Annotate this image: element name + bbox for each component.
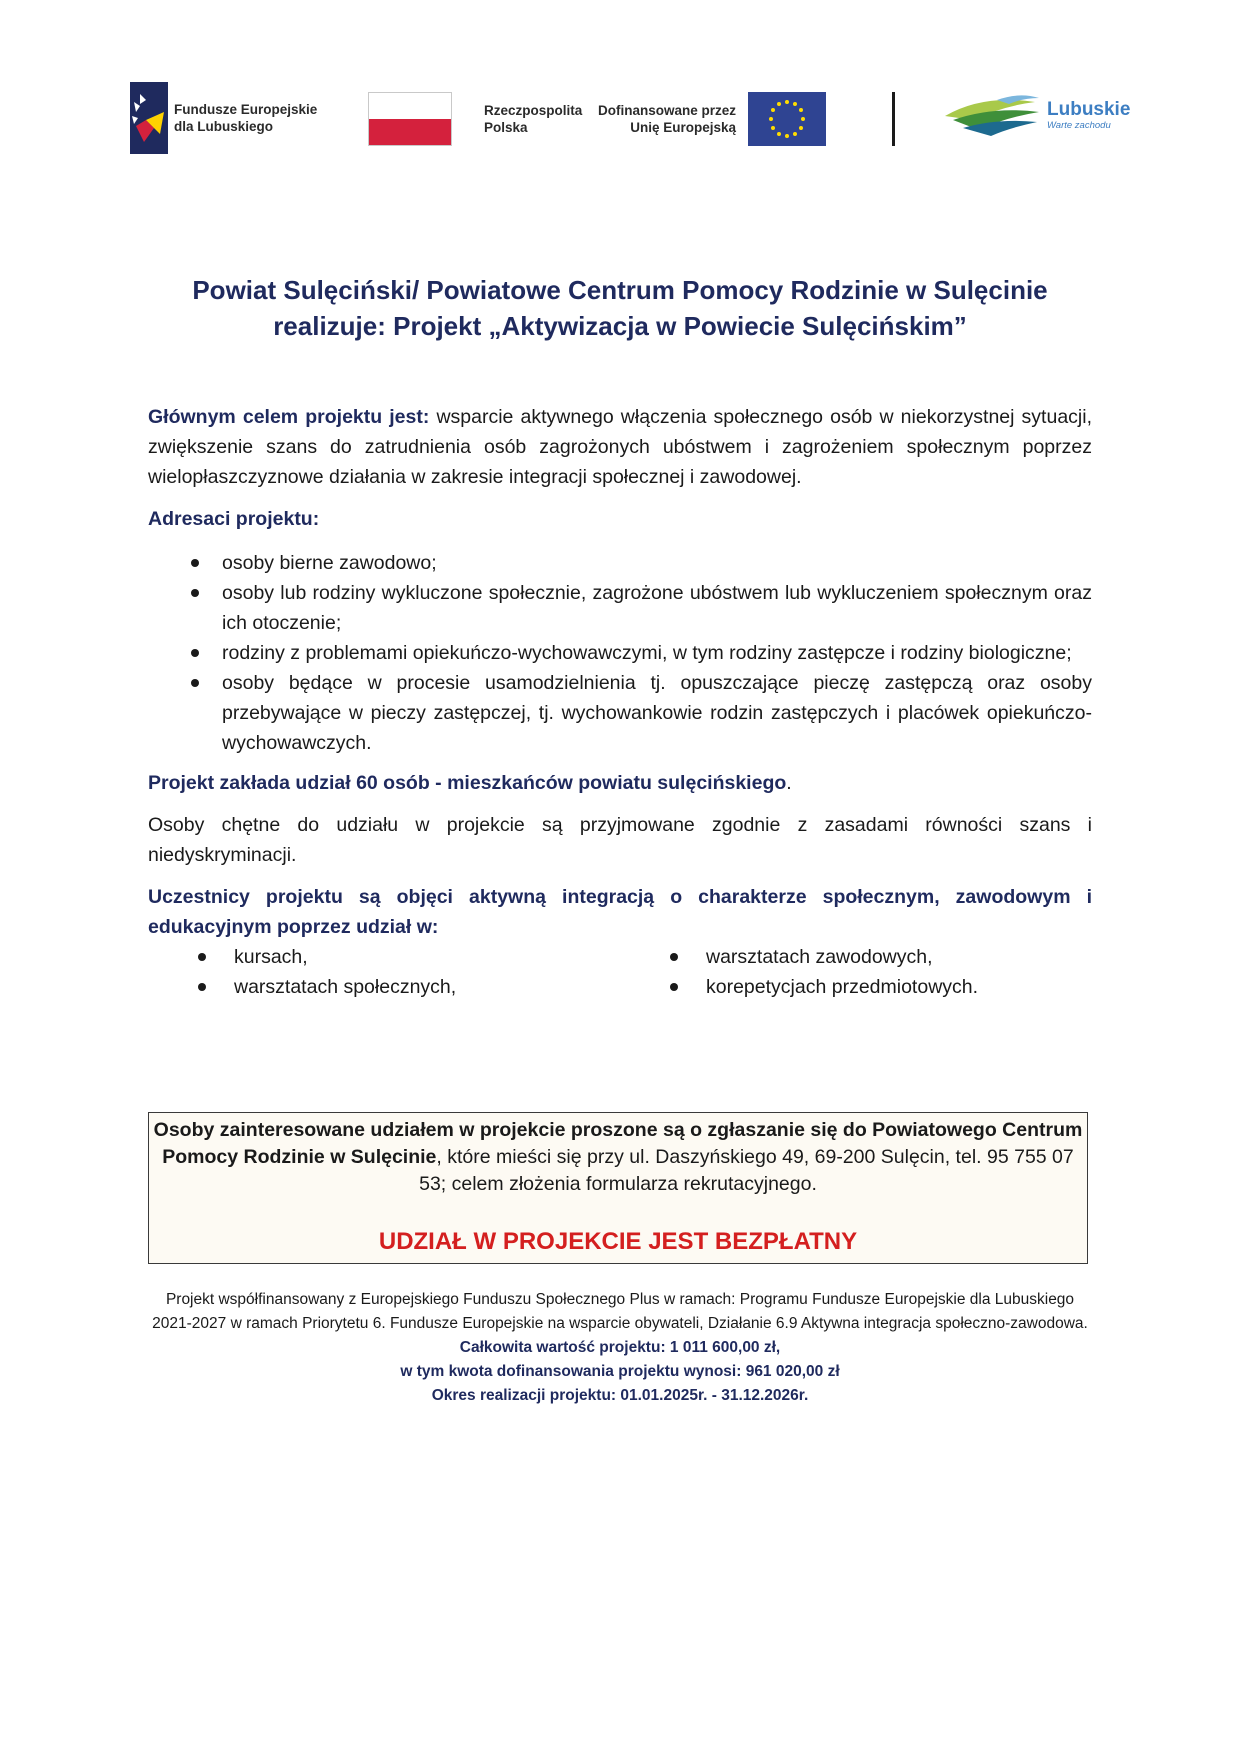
pl-logo — [368, 92, 582, 146]
list-item: warsztatach społecznych, — [148, 972, 620, 1002]
eu-logo — [598, 92, 826, 146]
lubuskie-tagline: Warte zachodu — [1047, 119, 1111, 131]
pl-logo-line2: Polska — [484, 120, 528, 135]
forms-list-left — [148, 942, 620, 1002]
logo-separator — [892, 92, 895, 146]
goal-text: wsparcie aktywnego włączenia społecznego osób w niekorzystnej sytuacji, zwiększenie szans do zatrudnienia osób zagrożonych ubóstwem i zagrożeniem społecznym poprzez wielopłaszczyznowe działania w zakresie integracji społecznej i zawodowej. — [148, 406, 1092, 488]
forms-list-right — [620, 942, 1092, 1002]
list-item: osoby będące w procesie usamodzielnienia tj. opuszczające pieczę zastępczą oraz osoby przebywające w pieczy zastępczej, tj. wychowankowie rodzin zastępczych i placówek opiekuńczo-wychowawczych. — [148, 668, 1092, 758]
cofinancing-value: w tym kwota dofinansowania projektu wynosi: 961 020,00 zł — [400, 1363, 840, 1380]
list-item: rodziny z problemami opiekuńczo-wychowawczymi, w tym rodziny zastępcze i rodziny biologiczne; — [148, 638, 1092, 668]
contact-box — [148, 1112, 1088, 1264]
polish-flag-icon — [368, 92, 452, 146]
fe-logo-line2: dla Lubuskiego — [174, 119, 274, 134]
participation-paragraph — [148, 768, 1092, 798]
eu-logo-line1: Dofinansowane przez — [598, 103, 737, 118]
participation-dot: . — [786, 772, 792, 794]
page-title — [130, 272, 1110, 344]
pl-logo-line1: Rzeczpospolita — [484, 103, 583, 118]
contact-rest: , które mieści się przy ul. Daszyńskiego 49, 69-200 Sulęcin, tel. 95 755 07 53; celem złożenia formularza rekrutacyjnego. — [419, 1146, 1074, 1195]
equality-paragraph: Osoby chętne do udziału w projekcie są przyjmowane zgodnie z zasadami równości szans i niedyskryminacji. — [148, 814, 1092, 866]
goal-paragraph — [148, 402, 1092, 492]
lubuskie-logo — [943, 90, 1130, 140]
eu-flag-icon — [748, 92, 826, 146]
fe-logo-line1: Fundusze Europejskie — [174, 102, 318, 117]
list-item: kursach, — [148, 942, 620, 972]
total-value: Całkowita wartość projektu: 1 011 600,00 zł, — [459, 1339, 781, 1356]
forms-heading: Uczestnicy projektu są objęci aktywną integracją o charakterze społecznym, zawodowym i edukacyjnym poprzez udział w: — [148, 886, 1092, 938]
lubuskie-hills-icon — [943, 90, 1043, 140]
realization-period: Okres realizacji projektu: 01.01.2025r. - 31.12.2026r. — [431, 1387, 809, 1404]
list-item: warsztatach zawodowych, — [620, 942, 1092, 972]
participation-text: Projekt zakłada udział 60 osób - mieszkańców powiatu sulęcińskiego — [148, 772, 787, 794]
addressees-heading: Adresaci projektu: — [148, 508, 320, 530]
eu-logo-line2: Unię Europejską — [630, 120, 737, 135]
title-line-2: realizuje: Projekt „Aktywizacja w Powiecie Sulęcińskim” — [273, 311, 967, 341]
funding-note: Projekt współfinansowany z Europejskiego Funduszu Społecznego Plus w ramach: Programu Fundusze Europejskie dla Lubuskiego 2021-2027 w ramach Priorytetu 6. Fundusze Europejskie na wsparcie obywateli, Działanie 6.9 Aktywna integracja społeczno-zawodowa. — [152, 1291, 1088, 1332]
main-content — [148, 402, 1092, 1002]
fe-logo — [130, 82, 317, 154]
contact-text — [149, 1117, 1087, 1198]
list-item: osoby lub rodziny wykluczone społecznie, zagrożone ubóstwem lub wykluczeniem społecznym oraz ich otoczenie; — [148, 578, 1092, 638]
lubuskie-name: Lubuskie — [1047, 98, 1131, 120]
forms-list — [148, 942, 1092, 1002]
free-participation-notice: UDZIAŁ W PROJEKCIE JEST BEZPŁATNY — [378, 1228, 858, 1255]
contact-bold: Osoby zainteresowane udziałem w projekcie proszone są o zgłaszanie się do Powiatowego Centrum Pomocy Rodzinie w Sulęcinie — [153, 1119, 1083, 1168]
title-line-1: Powiat Sulęciński/ Powiatowe Centrum Pomocy Rodzinie w Sulęcinie — [192, 275, 1048, 305]
fe-logo-icon — [130, 82, 168, 154]
list-item: osoby bierne zawodowo; — [148, 548, 1092, 578]
logo-bar — [130, 78, 1130, 158]
list-item: korepetycjach przedmiotowych. — [620, 972, 1092, 1002]
footer — [148, 1288, 1092, 1408]
addressees-list — [148, 548, 1092, 758]
goal-label: Głównym celem projektu jest: — [148, 406, 430, 428]
